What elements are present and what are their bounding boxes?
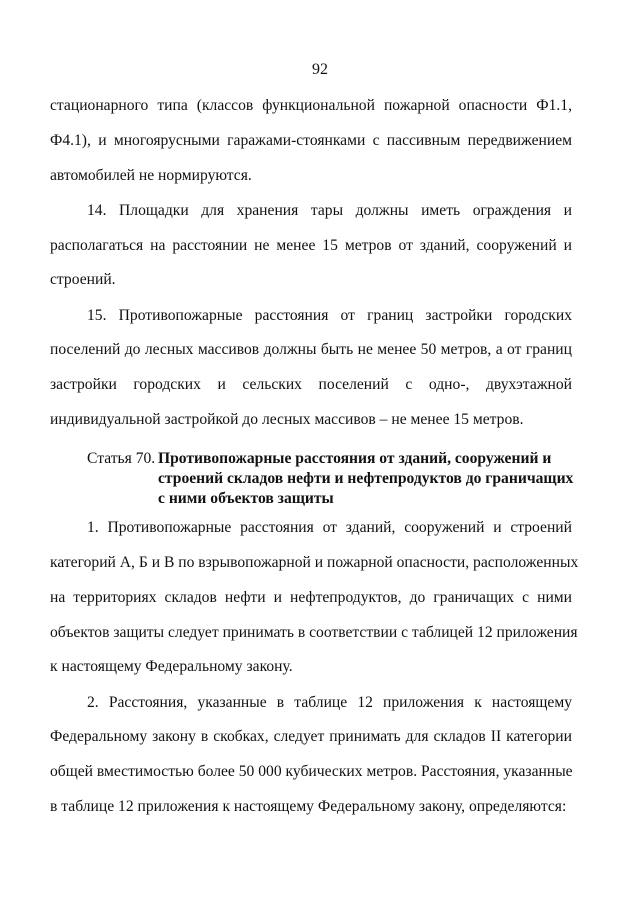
- para-2-line-3: общей вместимостью более 50 000 кубических метров. Расстояния, указанные: [50, 763, 573, 780]
- page-number: 92: [312, 61, 328, 78]
- para-2-line-1: 2. Расстояния, указанные в таблице 12 приложения к настоящему: [87, 694, 572, 711]
- item-14-line-1: 14. Площадки для хранения тары должны иметь ограждения и: [87, 202, 572, 219]
- item-15-line-1: 15. Противопожарные расстояния от границ застройки городских: [87, 307, 572, 324]
- intro-line-3: автомобилей не нормируются.: [50, 167, 252, 184]
- item-15-line-4: индивидуальной застройкой до лесных массивов – не менее 15 метров.: [50, 411, 524, 428]
- item-14-line-2: располагаться на расстоянии не менее 15 метров от зданий, сооружений и: [50, 237, 572, 254]
- para-1-line-5: к настоящему Федеральному закону.: [50, 658, 293, 675]
- article-title-line-1: Противопожарные расстояния от зданий, сооружений и: [158, 450, 552, 467]
- intro-line-2: Ф4.1), и многоярусными гаражами-стоянками с пассивным передвижением: [50, 132, 572, 149]
- article-title-line-3: с ними объектов защиты: [158, 490, 334, 507]
- article-label: Статья 70.: [87, 450, 156, 467]
- article-title-line-2: строений складов нефти и нефтепродуктов до граничащих: [158, 470, 574, 487]
- para-1-line-4: объектов защиты следует принимать в соответствии с таблицей 12 приложения: [50, 624, 578, 641]
- para-2-line-2: Федеральному закону в скобках, следует принимать для складов II категории: [50, 728, 572, 745]
- item-15-line-2: поселений до лесных массивов должны быть не менее 50 метров, а от границ: [50, 341, 572, 358]
- para-1-line-3: на территориях складов нефти и нефтепродуктов, до граничащих с ними: [50, 589, 572, 606]
- intro-line-1: стационарного типа (классов функциональной пожарной опасности Ф1.1,: [50, 97, 572, 114]
- article-title: [158, 449, 572, 509]
- para-1-line-1: 1. Противопожарные расстояния от зданий, сооружений и строений: [87, 519, 572, 536]
- item-14-line-3: строений.: [50, 271, 116, 288]
- para-2-line-4: в таблице 12 приложения к настоящему Федеральному закону, определяются:: [50, 798, 567, 815]
- para-1-line-2: категорий А, Б и В по взрывопожарной и пожарной опасности, расположенных: [50, 554, 579, 571]
- item-15-line-3: застройки городских и сельских поселений с одно-, двухэтажной: [50, 376, 572, 393]
